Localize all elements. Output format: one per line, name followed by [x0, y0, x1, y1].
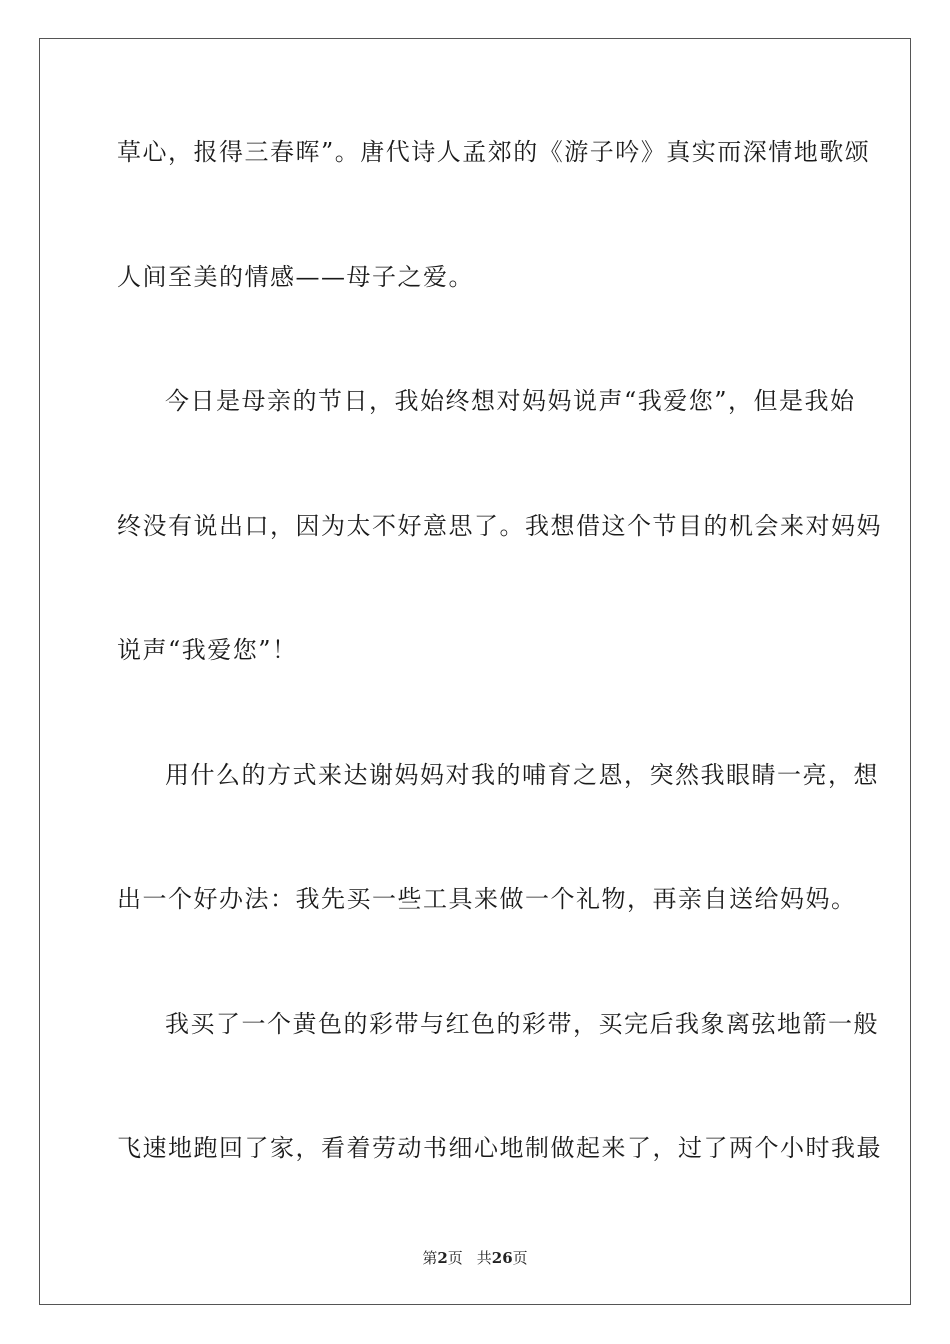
- text-line: 今日是母亲的节日，我始终想对妈妈说声“我爱您”，但是我始: [165, 387, 856, 415]
- page-prefix: 第: [422, 1249, 438, 1267]
- text-line: 人间至美的情感——母子之爱。: [117, 263, 474, 291]
- page-border: [39, 38, 911, 1305]
- total-page-count: 26: [491, 1249, 513, 1267]
- total-prefix: 共: [476, 1249, 492, 1267]
- text-line: 我买了一个黄色的彩带与红色的彩带，买完后我象离弦地箭一般: [165, 1010, 879, 1038]
- text-line: 草心，报得三春晖”。唐代诗人孟郊的《游子吟》真实而深情地歌颂: [117, 138, 871, 166]
- text-line: 出一个好办法：我先买一些工具来做一个礼物，再亲自送给妈妈。: [117, 885, 857, 913]
- page-suffix: 页: [447, 1249, 463, 1267]
- text-line: 终没有说出口，因为太不好意思了。我想借这个节目的机会来对妈妈: [117, 512, 882, 540]
- current-page-number: 2: [437, 1249, 448, 1267]
- text-line: 说声“我爱您”！: [117, 636, 298, 664]
- total-suffix: 页: [512, 1249, 528, 1267]
- text-line: 飞速地跑回了家，看着劳动书细心地制做起来了，过了两个小时我最: [117, 1134, 882, 1162]
- page-number-footer: [0, 1248, 950, 1268]
- text-line: 用什么的方式来达谢妈妈对我的哺育之恩，突然我眼睛一亮，想: [165, 761, 879, 789]
